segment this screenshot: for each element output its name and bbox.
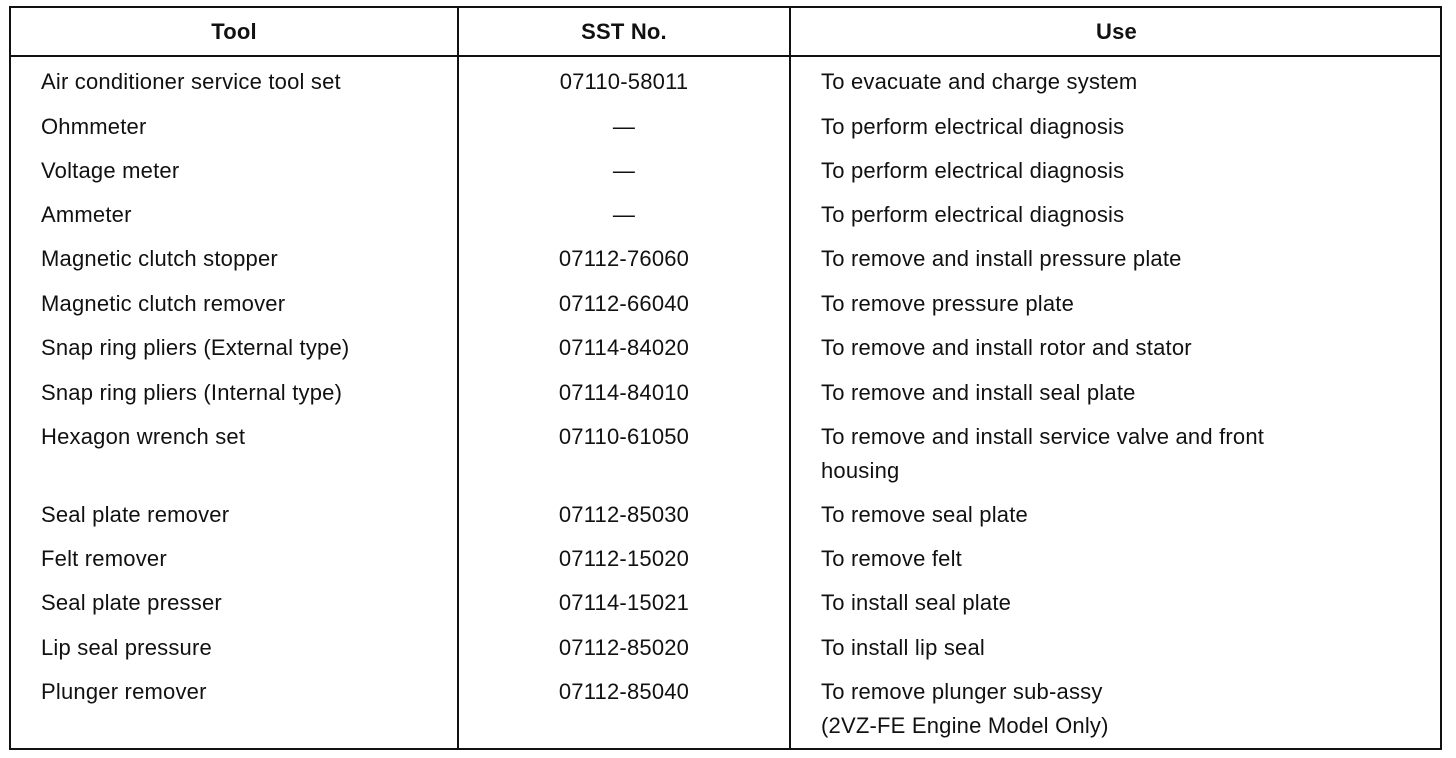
tool-cell: Voltage meter (41, 158, 180, 183)
header-use: Use (1096, 19, 1137, 44)
tool-cell: Magnetic clutch stopper (41, 246, 278, 271)
use-cell-line: To perform electrical diagnosis (821, 158, 1125, 183)
table-header-row (11, 8, 1440, 57)
tool-cell: Seal plate remover (41, 502, 230, 527)
sst-cell: 07114-84020 (558, 335, 690, 360)
use-cell-line: To remove and install service valve and front (821, 424, 1265, 449)
use-cell-line: To remove and install pressure plate (821, 246, 1182, 271)
sst-cell: 07112-85040 (558, 679, 690, 704)
header-sst-no: SST No. (581, 19, 667, 44)
use-cell-line: (2VZ-FE Engine Model Only) (821, 713, 1109, 738)
tool-cell: Air conditioner service tool set (41, 69, 341, 94)
use-cell-line: To remove and install seal plate (821, 380, 1136, 405)
column-divider-2 (789, 8, 791, 748)
tool-cell: Snap ring pliers (Internal type) (41, 380, 343, 405)
tool-cell: Plunger remover (41, 679, 207, 704)
tool-cell: Felt remover (41, 546, 167, 571)
sst-cell: 07110-58011 (559, 69, 689, 94)
use-cell-line: To perform electrical diagnosis (821, 114, 1125, 139)
sst-cell: — (612, 158, 636, 183)
tool-cell: Ohmmeter (41, 114, 147, 139)
tool-cell: Seal plate presser (41, 590, 222, 615)
tool-cell: Magnetic clutch remover (41, 291, 286, 316)
sst-cell: 07112-85030 (558, 502, 690, 527)
tool-cell: Lip seal pressure (41, 635, 212, 660)
use-cell-line: To remove plunger sub-assy (821, 679, 1103, 704)
use-cell-line: To install lip seal (821, 635, 985, 660)
header-tool: Tool (211, 19, 257, 44)
use-cell-line: To install seal plate (821, 590, 1012, 615)
use-cell-line: To perform electrical diagnosis (821, 202, 1125, 227)
sst-cell: — (612, 114, 636, 139)
sst-cell: 07110-61050 (558, 424, 690, 449)
use-cell-line: To remove pressure plate (821, 291, 1075, 316)
use-cell-line: To remove felt (821, 546, 962, 571)
sst-cell: 07112-66040 (558, 291, 690, 316)
use-cell-line: housing (821, 458, 900, 483)
sst-cell: 07112-85020 (558, 635, 690, 660)
tool-cell: Ammeter (41, 202, 132, 227)
sst-cell: 07114-15021 (558, 590, 690, 615)
tool-cell: Snap ring pliers (External type) (41, 335, 350, 360)
sst-cell: — (612, 202, 636, 227)
use-cell-line: To remove and install rotor and stator (821, 335, 1192, 360)
sst-cell: 07112-15020 (558, 546, 690, 571)
tool-cell: Hexagon wrench set (41, 424, 246, 449)
use-cell-line: To evacuate and charge system (821, 69, 1138, 94)
use-cell-line: To remove seal plate (821, 502, 1028, 527)
sst-cell: 07114-84010 (558, 380, 690, 405)
sst-cell: 07112-76060 (558, 246, 690, 271)
tools-table (9, 6, 1442, 750)
